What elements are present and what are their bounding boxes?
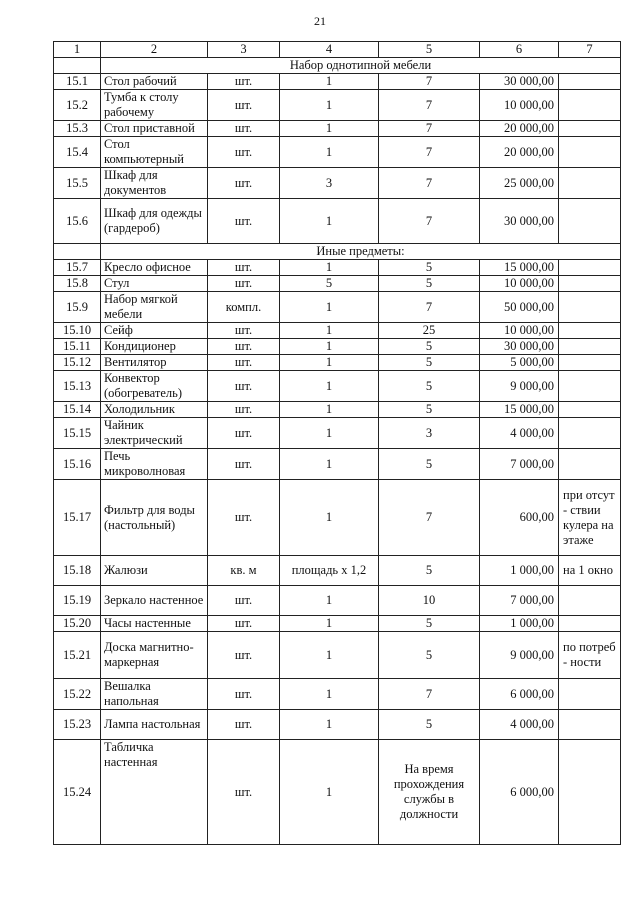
table-row: [54, 556, 621, 586]
item-unit: шт.: [208, 710, 280, 740]
item-note: [559, 355, 621, 371]
item-unit: шт.: [208, 276, 280, 292]
item-name: Стул: [101, 276, 208, 292]
item-number: 15.6: [54, 199, 101, 244]
item-name: Конвектор (обогреватель): [101, 371, 208, 402]
item-quantity: 1: [280, 371, 379, 402]
item-service-life: 5: [379, 449, 480, 480]
item-number: 15.9: [54, 292, 101, 323]
item-number: 15.17: [54, 480, 101, 556]
item-price: 7 000,00: [480, 586, 559, 616]
item-service-life: 7: [379, 199, 480, 244]
item-quantity: 1: [280, 292, 379, 323]
item-service-life: 7: [379, 292, 480, 323]
table-row: [54, 90, 621, 121]
item-number: 15.24: [54, 740, 101, 845]
item-service-life: 3: [379, 418, 480, 449]
item-quantity: 1: [280, 480, 379, 556]
item-note: на 1 окно: [559, 556, 621, 586]
item-price: 10 000,00: [480, 90, 559, 121]
item-price: 50 000,00: [480, 292, 559, 323]
item-quantity: 1: [280, 632, 379, 679]
table-row: [54, 449, 621, 480]
inventory-table: [53, 41, 621, 845]
item-name: Жалюзи: [101, 556, 208, 586]
item-quantity: 1: [280, 586, 379, 616]
item-service-life: 7: [379, 121, 480, 137]
table-row: [54, 632, 621, 679]
item-number: 15.4: [54, 137, 101, 168]
item-service-life: 5: [379, 371, 480, 402]
item-name: Вентилятор: [101, 355, 208, 371]
item-unit: шт.: [208, 740, 280, 845]
item-note: [559, 121, 621, 137]
section-row: [54, 58, 621, 74]
item-unit: шт.: [208, 402, 280, 418]
item-service-life: 5: [379, 276, 480, 292]
item-name: Стол рабочий: [101, 74, 208, 90]
item-unit: кв. м: [208, 556, 280, 586]
item-number: 15.22: [54, 679, 101, 710]
item-price: 1 000,00: [480, 556, 559, 586]
item-service-life: 5: [379, 402, 480, 418]
table-row: [54, 679, 621, 710]
item-name: Чайник электрический: [101, 418, 208, 449]
table-row: [54, 74, 621, 90]
item-unit: шт.: [208, 121, 280, 137]
item-quantity: 3: [280, 168, 379, 199]
item-quantity: 1: [280, 740, 379, 845]
item-quantity: 1: [280, 260, 379, 276]
table-row: [54, 480, 621, 556]
item-note: [559, 418, 621, 449]
item-name: Стол приставной: [101, 121, 208, 137]
column-header: 1: [54, 42, 101, 58]
item-quantity: 1: [280, 74, 379, 90]
item-price: 15 000,00: [480, 260, 559, 276]
item-name: Тумба к столу рабочему: [101, 90, 208, 121]
item-quantity: 1: [280, 679, 379, 710]
table-row: [54, 418, 621, 449]
item-name: Печь микроволновая: [101, 449, 208, 480]
item-price: 4 000,00: [480, 418, 559, 449]
item-unit: шт.: [208, 199, 280, 244]
table-row: [54, 292, 621, 323]
item-service-life: На время прохождения службы в должности: [379, 740, 480, 845]
item-price: 7 000,00: [480, 449, 559, 480]
section-spacer: [54, 244, 101, 260]
item-quantity: 1: [280, 121, 379, 137]
item-name: Шкаф для одежды (гардероб): [101, 199, 208, 244]
table-row: [54, 339, 621, 355]
item-number: 15.20: [54, 616, 101, 632]
item-number: 15.13: [54, 371, 101, 402]
item-name: Табличка настенная: [101, 740, 208, 845]
item-number: 15.19: [54, 586, 101, 616]
table-row: [54, 276, 621, 292]
item-name: Шкаф для документов: [101, 168, 208, 199]
item-number: 15.16: [54, 449, 101, 480]
item-service-life: 5: [379, 339, 480, 355]
item-note: [559, 292, 621, 323]
item-name: Вешалка напольная: [101, 679, 208, 710]
item-price: 10 000,00: [480, 276, 559, 292]
item-price: 600,00: [480, 480, 559, 556]
item-quantity: 1: [280, 323, 379, 339]
item-unit: шт.: [208, 418, 280, 449]
table-row: [54, 740, 621, 845]
item-price: 15 000,00: [480, 402, 559, 418]
item-number: 15.2: [54, 90, 101, 121]
table-row: [54, 260, 621, 276]
item-unit: шт.: [208, 323, 280, 339]
item-note: [559, 90, 621, 121]
item-price: 30 000,00: [480, 339, 559, 355]
item-name: Набор мягкой мебели: [101, 292, 208, 323]
item-name: Стол компьютерный: [101, 137, 208, 168]
item-note: [559, 168, 621, 199]
column-header: 7: [559, 42, 621, 58]
item-note: [559, 616, 621, 632]
item-price: 25 000,00: [480, 168, 559, 199]
item-quantity: 5: [280, 276, 379, 292]
section-spacer: [54, 58, 101, 74]
item-service-life: 5: [379, 632, 480, 679]
item-unit: шт.: [208, 339, 280, 355]
item-quantity: 1: [280, 339, 379, 355]
column-header: 5: [379, 42, 480, 58]
item-number: 15.7: [54, 260, 101, 276]
item-service-life: 7: [379, 137, 480, 168]
column-header: 2: [101, 42, 208, 58]
column-header: 4: [280, 42, 379, 58]
item-service-life: 7: [379, 74, 480, 90]
item-unit: шт.: [208, 632, 280, 679]
item-service-life: 7: [379, 679, 480, 710]
item-note: [559, 199, 621, 244]
page-number: 21: [314, 14, 326, 28]
item-quantity: 1: [280, 710, 379, 740]
item-price: 20 000,00: [480, 137, 559, 168]
item-number: 15.18: [54, 556, 101, 586]
item-price: 9 000,00: [480, 632, 559, 679]
table-row: [54, 710, 621, 740]
item-unit: шт.: [208, 90, 280, 121]
item-price: 30 000,00: [480, 199, 559, 244]
item-note: по потреб - ности: [559, 632, 621, 679]
item-quantity: 1: [280, 355, 379, 371]
item-number: 15.23: [54, 710, 101, 740]
item-unit: шт.: [208, 355, 280, 371]
item-price: 9 000,00: [480, 371, 559, 402]
item-quantity: 1: [280, 616, 379, 632]
item-number: 15.15: [54, 418, 101, 449]
item-quantity: площадь х 1,2: [280, 556, 379, 586]
table-row: [54, 402, 621, 418]
item-price: 5 000,00: [480, 355, 559, 371]
item-unit: компл.: [208, 292, 280, 323]
item-unit: шт.: [208, 168, 280, 199]
item-number: 15.12: [54, 355, 101, 371]
column-header: 6: [480, 42, 559, 58]
item-note: [559, 339, 621, 355]
item-note: [559, 137, 621, 168]
item-service-life: 7: [379, 90, 480, 121]
section-title: Иные предметы:: [101, 244, 621, 260]
item-quantity: 1: [280, 418, 379, 449]
item-note: [559, 371, 621, 402]
item-unit: шт.: [208, 74, 280, 90]
item-note: при отсут - ствии кулера на этаже: [559, 480, 621, 556]
item-price: 10 000,00: [480, 323, 559, 339]
item-service-life: 10: [379, 586, 480, 616]
item-service-life: 5: [379, 616, 480, 632]
item-quantity: 1: [280, 402, 379, 418]
item-name: Часы настенные: [101, 616, 208, 632]
table-row: [54, 616, 621, 632]
table-row: [54, 137, 621, 168]
item-unit: шт.: [208, 586, 280, 616]
item-number: 15.10: [54, 323, 101, 339]
table-row: [54, 323, 621, 339]
item-note: [559, 449, 621, 480]
item-service-life: 7: [379, 480, 480, 556]
item-note: [559, 74, 621, 90]
item-note: [559, 740, 621, 845]
item-number: 15.11: [54, 339, 101, 355]
item-note: [559, 679, 621, 710]
item-price: 30 000,00: [480, 74, 559, 90]
item-number: 15.1: [54, 74, 101, 90]
item-service-life: 7: [379, 168, 480, 199]
item-unit: шт.: [208, 480, 280, 556]
table-row: [54, 121, 621, 137]
item-quantity: 1: [280, 199, 379, 244]
item-unit: шт.: [208, 679, 280, 710]
item-name: Кресло офисное: [101, 260, 208, 276]
item-name: Зеркало настенное: [101, 586, 208, 616]
item-name: Холодильник: [101, 402, 208, 418]
item-name: Сейф: [101, 323, 208, 339]
item-note: [559, 260, 621, 276]
table-row: [54, 586, 621, 616]
column-header: 3: [208, 42, 280, 58]
item-note: [559, 586, 621, 616]
column-header-row: [54, 42, 621, 58]
item-service-life: 5: [379, 260, 480, 276]
item-name: Лампа настольная: [101, 710, 208, 740]
table-row: [54, 168, 621, 199]
item-price: 6 000,00: [480, 679, 559, 710]
item-unit: шт.: [208, 260, 280, 276]
table-row: [54, 199, 621, 244]
item-note: [559, 276, 621, 292]
item-note: [559, 402, 621, 418]
section-title: Набор однотипной мебели: [101, 58, 621, 74]
item-note: [559, 323, 621, 339]
item-unit: шт.: [208, 137, 280, 168]
item-quantity: 1: [280, 90, 379, 121]
item-price: 4 000,00: [480, 710, 559, 740]
item-unit: шт.: [208, 449, 280, 480]
item-price: 20 000,00: [480, 121, 559, 137]
item-number: 15.5: [54, 168, 101, 199]
item-quantity: 1: [280, 137, 379, 168]
item-number: 15.14: [54, 402, 101, 418]
item-unit: шт.: [208, 371, 280, 402]
item-name: Кондиционер: [101, 339, 208, 355]
section-row: [54, 244, 621, 260]
item-number: 15.8: [54, 276, 101, 292]
item-service-life: 5: [379, 556, 480, 586]
item-service-life: 5: [379, 355, 480, 371]
item-note: [559, 710, 621, 740]
item-service-life: 5: [379, 710, 480, 740]
item-quantity: 1: [280, 449, 379, 480]
item-unit: шт.: [208, 616, 280, 632]
item-service-life: 25: [379, 323, 480, 339]
item-name: Доска магнитно-маркерная: [101, 632, 208, 679]
table-row: [54, 355, 621, 371]
item-price: 6 000,00: [480, 740, 559, 845]
item-number: 15.3: [54, 121, 101, 137]
item-number: 15.21: [54, 632, 101, 679]
table-row: [54, 371, 621, 402]
item-name: Фильтр для воды (настольный): [101, 480, 208, 556]
item-price: 1 000,00: [480, 616, 559, 632]
